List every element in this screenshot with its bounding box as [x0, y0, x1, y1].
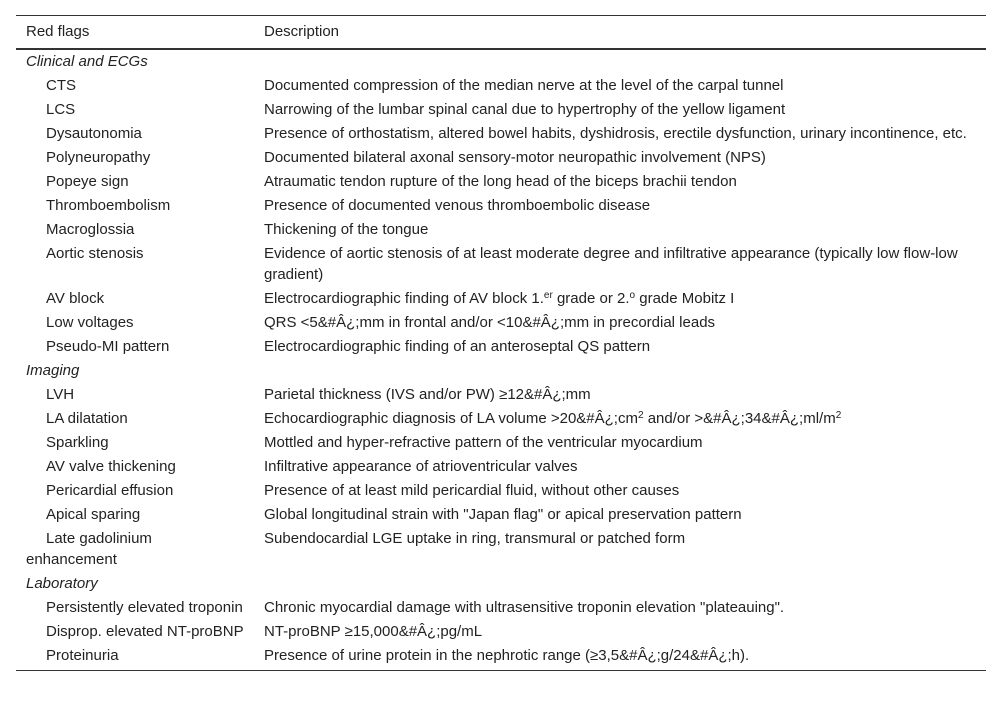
flag-cell: Popeye sign: [46, 173, 129, 190]
description-cell: Thickening of the tongue: [264, 221, 429, 238]
flag-cell: Thromboembolism: [46, 197, 171, 214]
flag-cell: Late gadolinium enhancement: [26, 530, 152, 568]
description-cell: Presence of urine protein in the nephrotic range (≥3,5&#Â¿;g/24&#Â¿;h).: [264, 647, 750, 664]
flag-cell: AV valve thickening: [46, 458, 176, 475]
table-row: [16, 194, 986, 218]
section-row: [16, 49, 986, 74]
table-row: [16, 218, 986, 242]
flag-cell: Apical sparing: [46, 506, 141, 523]
flag-cell: Dysautonomia: [46, 125, 142, 142]
description-cell: Documented compression of the median nerve at the level of the carpal tunnel: [264, 77, 784, 94]
description-cell: Evidence of aortic stenosis of at least moderate degree and infiltrative appearance (typically low flow-low gradient): [264, 245, 958, 283]
section-title-imaging: Imaging: [26, 362, 80, 379]
description-cell: Mottled and hyper-refractive pattern of the ventricular myocardium: [264, 434, 703, 451]
table-row: [16, 455, 986, 479]
description-cell: Presence of at least mild pericardial fluid, without other causes: [264, 482, 680, 499]
red-flags-table: [16, 15, 986, 671]
description-cell: Electrocardiographic finding of an anteroseptal QS pattern: [264, 338, 651, 355]
description-cell: QRS <5&#Â¿;mm in frontal and/or <10&#Â¿;mm in precordial leads: [264, 314, 716, 331]
header-red-flags: Red flags: [26, 23, 90, 40]
section-title-clinical: Clinical and ECGs: [26, 53, 148, 70]
description-cell: NT-proBNP ≥15,000&#Â¿;pg/mL: [264, 623, 483, 640]
flag-cell: LCS: [46, 101, 76, 118]
section-row: [16, 359, 986, 383]
table-row: [16, 287, 986, 311]
flag-cell: Disprop. elevated NT-proBNP: [46, 623, 244, 640]
flag-cell: Macroglossia: [46, 221, 135, 238]
table-header-row: [16, 16, 986, 50]
table-row: [16, 98, 986, 122]
table-row: [16, 383, 986, 407]
table-row: [16, 527, 986, 572]
section-row: [16, 572, 986, 596]
flag-cell: Polyneuropathy: [46, 149, 151, 166]
table-row: [16, 242, 986, 287]
flag-cell: LA dilatation: [46, 410, 128, 427]
flag-cell: Pericardial effusion: [46, 482, 174, 499]
description-cell: Infiltrative appearance of atrioventricular valves: [264, 458, 578, 475]
table-row: [16, 596, 986, 620]
table-row: [16, 503, 986, 527]
flag-cell: Low voltages: [46, 314, 134, 331]
description-cell: Echocardiographic diagnosis of LA volume $>20\&\#Â¿;cm^2$ $and/or >\&\#Â¿;34\&\#Â¿;ml/m^2$: [264, 410, 842, 427]
table-row: [16, 644, 986, 671]
description-cell: Presence of orthostatism, altered bowel habits, dyshidrosis, erectile dysfunction, urinary incontinence, etc.: [264, 125, 967, 142]
table-row: [16, 620, 986, 644]
description-cell: Documented bilateral axonal sensory-motor neuropathic involvement (NPS): [264, 149, 766, 166]
header-description: Description: [264, 23, 340, 40]
table-row: [16, 170, 986, 194]
red-flags-table-container: [16, 15, 986, 671]
table-row: [16, 122, 986, 146]
flag-cell: LVH: [46, 386, 75, 403]
flag-cell: Aortic stenosis: [46, 245, 144, 262]
table-row: [16, 407, 986, 431]
description-cell: Subendocardial LGE uptake in ring, transmural or patched form: [264, 530, 686, 547]
table-row: [16, 335, 986, 359]
table-row: [16, 479, 986, 503]
description-cell: Presence of documented venous thromboembolic disease: [264, 197, 651, 214]
description-cell: Parietal thickness (IVS and/or PW) ≥12&#Â¿;mm: [264, 386, 591, 403]
flag-cell: AV block: [46, 290, 105, 307]
flag-cell: Pseudo-MI pattern: [46, 338, 170, 355]
flag-cell: Proteinuria: [46, 647, 119, 664]
flag-cell: CTS: [46, 77, 76, 94]
description-cell: Chronic myocardial damage with ultrasensitive troponin elevation "plateauing".: [264, 599, 785, 616]
description-cell: Atraumatic tendon rupture of the long head of the biceps brachii tendon: [264, 173, 737, 190]
table-row: [16, 74, 986, 98]
description-cell: Narrowing of the lumbar spinal canal due to hypertrophy of the yellow ligament: [264, 101, 786, 118]
flag-cell: Persistently elevated troponin: [46, 599, 243, 616]
table-row: [16, 431, 986, 455]
description-cell: Electrocardiographic finding of AV block 1.$^{er}$ grade or 2.$^o$ grade Mobitz I: [264, 290, 735, 307]
table-row: [16, 146, 986, 170]
description-cell: Global longitudinal strain with "Japan flag" or apical preservation pattern: [264, 506, 742, 523]
section-title-laboratory: Laboratory: [26, 575, 98, 592]
table-row: [16, 311, 986, 335]
flag-cell: Sparkling: [46, 434, 109, 451]
